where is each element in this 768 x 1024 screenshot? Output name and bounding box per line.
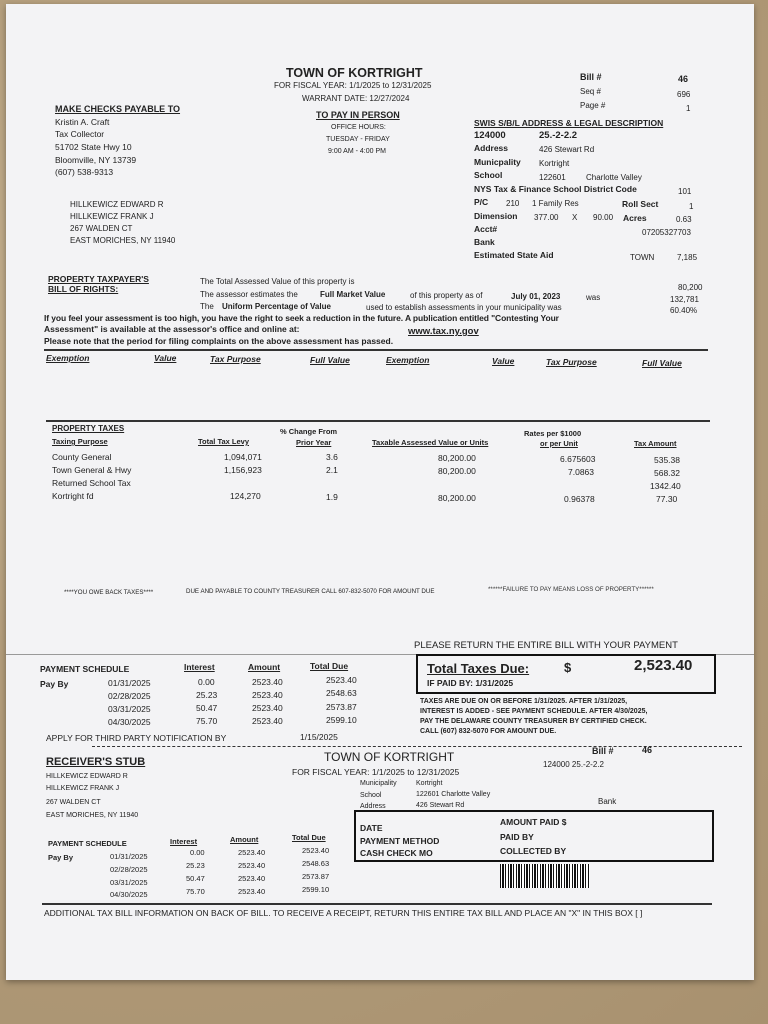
owner-line2: HILLKEWICZ FRANK J: [70, 212, 154, 221]
school-label: School: [474, 170, 503, 180]
tax-row-rate: 0.96378: [564, 494, 595, 504]
contest-text2: Assessment" is available at the assessor's office and online at:: [44, 324, 300, 334]
dimension-depth: 90.00: [593, 213, 614, 222]
failure-notice: ******FAILURE TO PAY MEANS LOSS OF PROPERTY******: [488, 586, 654, 593]
stub-municipality-label: Municipality: [360, 780, 397, 787]
tax-row-change: 3.6: [326, 452, 338, 462]
dimension-x: X: [572, 213, 578, 222]
tax-row-purpose: County General: [52, 452, 112, 462]
schedule-col-total: Total Due: [310, 661, 349, 671]
owner-line1: HILLKEWICZ EDWARD R: [70, 200, 164, 209]
schedule-date: 03/31/2025: [108, 704, 151, 714]
total-due-amount: 2,523.40: [634, 657, 693, 674]
stub-schedule-amount: 2523.40: [238, 861, 266, 870]
address-label: Address: [474, 143, 509, 153]
tax-row-purpose: Kortright fd: [52, 491, 94, 501]
collector-phone: (607) 538-9313: [55, 167, 114, 177]
full-market-text-a: The assessor estimates the: [200, 290, 298, 299]
assessed-value: 80,200: [678, 283, 703, 292]
stub-school-label: School: [360, 792, 382, 799]
assessed-value-text: The Total Assessed Value of this property is: [200, 277, 355, 286]
schedule-total: 2573.87: [326, 702, 357, 712]
account-label: Acct#: [474, 224, 498, 234]
contest-text1: If you feel your assessment is too high, you have the right to seek a reduction in the future. A publication entitled "Contesting Your: [44, 313, 559, 323]
stub-schedule-heading: PAYMENT SCHEDULE: [48, 839, 127, 848]
exemption-col7: Tax Purpose: [546, 357, 597, 367]
stub-schedule-total: 2599.10: [302, 885, 330, 894]
stub-payment-method-options[interactable]: CASH CHECK MO: [360, 848, 433, 858]
schedule-heading: PAYMENT SCHEDULE: [40, 664, 130, 674]
stub-bill-number: 46: [642, 745, 653, 755]
stub-address: 426 Stewart Rd: [416, 802, 465, 809]
tax-row-levy: 1,156,923: [224, 465, 262, 475]
stub-collected-by-label[interactable]: COLLECTED BY: [500, 846, 567, 856]
stub-payment-method-label: PAYMENT METHOD: [360, 836, 440, 846]
schedule-amount: 2523.40: [252, 716, 283, 726]
stub-schedule-date: 03/31/2025: [110, 878, 148, 887]
municipality: Kortright: [539, 159, 570, 168]
municipality-label: Municpality: [474, 157, 521, 167]
full-market-text-c: of this property as of: [410, 291, 483, 300]
tax-row-change: 2.1: [326, 465, 338, 475]
tax-row-change: 1.9: [326, 492, 338, 502]
swis-heading: SWIS S/B/L ADDRESS & LEGAL DESCRIPTION: [474, 118, 664, 128]
stub-schedule-total: 2573.87: [302, 872, 330, 881]
exemption-top-rule: [44, 349, 708, 351]
stub-schedule-interest: 75.70: [186, 887, 205, 896]
collector-name: Kristin A. Craft: [55, 117, 110, 127]
return-entire-bill-note: PLEASE RETURN THE ENTIRE BILL WITH YOUR PAYMENT: [414, 640, 678, 651]
schedule-total: 2599.10: [326, 715, 357, 725]
owner-line4: EAST MORICHES, NY 11940: [70, 236, 176, 245]
county-treasurer-notice: DUE AND PAYABLE TO COUNTY TREASURER CALL 607-832-5070 FOR AMOUNT DUE: [186, 588, 435, 595]
exemption-col2: Value: [154, 353, 177, 363]
stub-town: TOWN OF KORTRIGHT: [324, 750, 455, 764]
tax-row-rate: 7.0863: [568, 467, 594, 477]
full-market-value: 132,781: [670, 295, 699, 304]
acres-label: Acres: [623, 213, 647, 223]
office-days: TUESDAY - FRIDAY: [326, 136, 390, 143]
due-note2: INTEREST IS ADDED - SEE PAYMENT SCHEDULE. AFTER 4/30/2025,: [420, 708, 648, 715]
schedule-interest: 75.70: [196, 716, 218, 726]
exemption-col6: Value: [492, 356, 515, 366]
col-taxable-value: Taxable Assessed Value or Units: [372, 438, 489, 447]
stub-owner-line1: HILLKEWICZ EDWARD R: [46, 773, 128, 780]
stub-pay-by-label: Pay By: [48, 853, 74, 862]
pc-description: 1 Family Res: [532, 199, 579, 208]
exemption-col1: Exemption: [46, 353, 90, 363]
roll-section-label: Roll Sect: [622, 199, 659, 209]
stub-schedule-amount: 2523.40: [238, 887, 266, 896]
col-change-line2: Prior Year: [296, 438, 332, 447]
stub-schedule-interest: 0.00: [190, 848, 205, 857]
stub-school: 122601 Charlotte Valley: [416, 791, 491, 798]
tax-row-purpose: Town General & Hwy: [52, 465, 132, 475]
tax-row-levy: 124,270: [230, 491, 261, 501]
stub-date-label[interactable]: DATE: [360, 823, 383, 833]
full-market-text-e: was: [586, 293, 601, 302]
schedule-amount: 2523.40: [252, 677, 283, 687]
tax-bill-sheet: [6, 4, 754, 980]
collector-address2: Bloomville, NY 13739: [55, 155, 137, 165]
back-taxes-notice: ****YOU OWE BACK TAXES****: [64, 589, 154, 596]
stub-schedule-interest: 25.23: [186, 861, 205, 870]
exemption-col3: Tax Purpose: [210, 354, 261, 364]
dimension-label: Dimension: [474, 211, 518, 221]
tax-row-taxable: 80,200.00: [438, 493, 476, 503]
swis-code: 124000: [474, 130, 506, 141]
roll-section: 1: [689, 202, 694, 211]
taxes-heading: PROPERTY TAXES: [52, 424, 125, 433]
uniform-text-b: Uniform Percentage of Value: [222, 302, 331, 311]
sbl-code: 25.-2-2.2: [539, 130, 578, 141]
complaints-note: Please note that the period for filing complaints on the above assessment has passed.: [44, 336, 394, 346]
barcode-image: [500, 864, 590, 888]
collector-address1: 51702 State Hwy 10: [55, 142, 132, 152]
school-name: Charlotte Valley: [586, 173, 642, 182]
uniform-text-c: used to establish assessments in your municipality was: [366, 303, 562, 312]
state-aid-label: Estimated State Aid: [474, 250, 554, 260]
schedule-interest: 25.23: [196, 690, 218, 700]
tax-row-amount: 535.38: [654, 455, 680, 465]
tax-row-taxable: 80,200.00: [438, 453, 476, 463]
col-total-levy: Total Tax Levy: [198, 437, 249, 446]
schedule-amount: 2523.40: [252, 690, 283, 700]
stub-col-interest: Interest: [170, 837, 198, 846]
pay-by-label: Pay By: [40, 679, 69, 689]
page-label: Page #: [580, 101, 606, 110]
office-times: 9:00 AM - 4:00 PM: [328, 148, 386, 155]
bill-number-label: Bill #: [580, 72, 602, 82]
tax-row-levy: 1,094,071: [224, 452, 262, 462]
tax-row-amount: 77.30: [656, 494, 678, 504]
rights-heading2: BILL OF RIGHTS:: [48, 284, 119, 294]
stub-col-total: Total Due: [292, 833, 326, 842]
account-number: 07205327703: [642, 228, 691, 237]
total-due-currency: $: [564, 660, 572, 675]
col-rate-line1: Rates per $1000: [524, 429, 582, 438]
fiscal-year: FOR FISCAL YEAR: 1/1/2025 to 12/31/2025: [274, 81, 432, 90]
taxes-top-rule: [46, 420, 710, 422]
stub-schedule-date: 04/30/2025: [110, 890, 148, 899]
due-note1: TAXES ARE DUE ON OR BEFORE 1/31/2025. AFTER 1/31/2025,: [420, 698, 628, 705]
page-number: 1: [686, 104, 691, 113]
schedule-date: 01/31/2025: [108, 678, 151, 688]
exemption-col4: Full Value: [310, 355, 350, 365]
footer-note: ADDITIONAL TAX BILL INFORMATION ON BACK OF BILL. TO RECEIVE A RECEIPT, RETURN THIS ENTIRE TAX BILL AND PLACE AN "X" IN THIS BOX [ ]: [44, 908, 643, 918]
stub-schedule-interest: 50.47: [186, 874, 205, 883]
footer-rule: [42, 903, 712, 905]
due-note4: CALL (607) 832-5070 FOR AMOUNT DUE.: [420, 728, 557, 735]
town-title: TOWN OF KORTRIGHT: [286, 66, 423, 80]
payable-heading: MAKE CHECKS PAYABLE TO: [55, 104, 181, 114]
dimension-width: 377.00: [534, 213, 559, 222]
stub-schedule-total: 2548.63: [302, 859, 330, 868]
rights-heading1: PROPERTY TAXPAYER'S: [48, 274, 149, 284]
stub-paid-by-label[interactable]: PAID BY: [500, 832, 534, 842]
acres: 0.63: [676, 215, 692, 224]
stub-owner-line3: 267 WALDEN CT: [46, 799, 101, 806]
stub-schedule-total: 2523.40: [302, 846, 330, 855]
schedule-col-interest: Interest: [184, 662, 215, 672]
stub-fiscal-year: FOR FISCAL YEAR: 1/1/2025 to 12/31/2025: [292, 767, 460, 777]
in-person-heading: TO PAY IN PERSON: [316, 110, 400, 120]
stub-amount-paid-label[interactable]: AMOUNT PAID $: [500, 817, 567, 827]
stub-schedule-amount: 2523.40: [238, 848, 266, 857]
schedule-amount: 2523.40: [252, 703, 283, 713]
col-taxing-purpose: Taxing Purpose: [52, 437, 108, 446]
district-label: NYS Tax & Finance School District Code: [474, 184, 637, 194]
pc-code: 210: [506, 199, 520, 208]
third-party-date: 1/15/2025: [300, 732, 338, 742]
district-code: 101: [678, 187, 692, 196]
total-due-label: Total Taxes Due:: [427, 661, 530, 676]
col-tax-amount: Tax Amount: [634, 439, 677, 448]
uniform-percentage: 60.40%: [670, 306, 698, 315]
stub-heading: RECEIVER'S STUB: [46, 756, 146, 768]
tax-row-rate: 6.675603: [560, 454, 596, 464]
stub-schedule-amount: 2523.40: [238, 874, 266, 883]
full-market-date: July 01, 2023: [511, 292, 561, 301]
full-market-text-b: Full Market Value: [320, 290, 386, 299]
stub-address-label: Address: [360, 803, 386, 810]
seq-label: Seq #: [580, 87, 601, 96]
schedule-date: 02/28/2025: [108, 691, 151, 701]
due-note3: PAY THE DELAWARE COUNTY TREASURER BY CERTIFIED CHECK.: [420, 718, 647, 725]
warrant-date: WARRANT DATE: 12/27/2024: [302, 94, 410, 103]
stub-owner-line4: EAST MORICHES, NY 11940: [46, 812, 139, 819]
exemption-col8: Full Value: [642, 358, 682, 368]
tax-row-purpose: Returned School Tax: [52, 478, 131, 488]
state-aid-type: TOWN: [630, 253, 655, 262]
schedule-col-amount: Amount: [248, 662, 281, 672]
schedule-interest: 50.47: [196, 703, 218, 713]
stub-swis-sbl: 124000 25.-2-2.2: [543, 760, 604, 769]
stub-bank-label: Bank: [598, 797, 617, 806]
stub-bill-label: Bill #: [592, 746, 614, 756]
tax-row-amount: 568.32: [654, 468, 680, 478]
bill-number: 46: [678, 74, 689, 84]
tax-row-amount: 1342.40: [650, 481, 681, 491]
stub-schedule-date: 02/28/2025: [110, 865, 148, 874]
stub-col-amount: Amount: [230, 835, 259, 844]
uniform-text-a: The: [200, 302, 214, 311]
state-aid-value: 7,185: [677, 253, 698, 262]
tax-row-taxable: 80,200.00: [438, 466, 476, 476]
exemption-col5: Exemption: [386, 355, 430, 365]
tax-website-link[interactable]: www.tax.ny.gov: [408, 326, 479, 337]
stub-schedule-date: 01/31/2025: [110, 852, 148, 861]
seq-number: 696: [677, 90, 691, 99]
school-code: 122601: [539, 173, 566, 182]
bank-label: Bank: [474, 237, 495, 247]
stub-municipality: Kortright: [416, 780, 443, 787]
schedule-total: 2548.63: [326, 688, 357, 698]
property-address: 426 Stewart Rd: [539, 145, 595, 154]
total-due-paid-by: IF PAID BY: 1/31/2025: [427, 678, 514, 688]
third-party-label: APPLY FOR THIRD PARTY NOTIFICATION BY: [46, 733, 227, 743]
collector-title: Tax Collector: [55, 129, 105, 139]
schedule-interest: 0.00: [198, 677, 215, 687]
owner-line3: 267 WALDEN CT: [70, 224, 133, 233]
col-change-line1: % Change From: [280, 427, 338, 436]
schedule-total: 2523.40: [326, 675, 357, 685]
office-hours-label: OFFICE HOURS:: [331, 124, 386, 131]
stub-owner-line2: HILLKEWICZ FRANK J: [46, 785, 120, 792]
pc-label: P/C: [474, 197, 489, 207]
schedule-date: 04/30/2025: [108, 717, 151, 727]
col-rate-line2: or per Unit: [540, 439, 578, 448]
